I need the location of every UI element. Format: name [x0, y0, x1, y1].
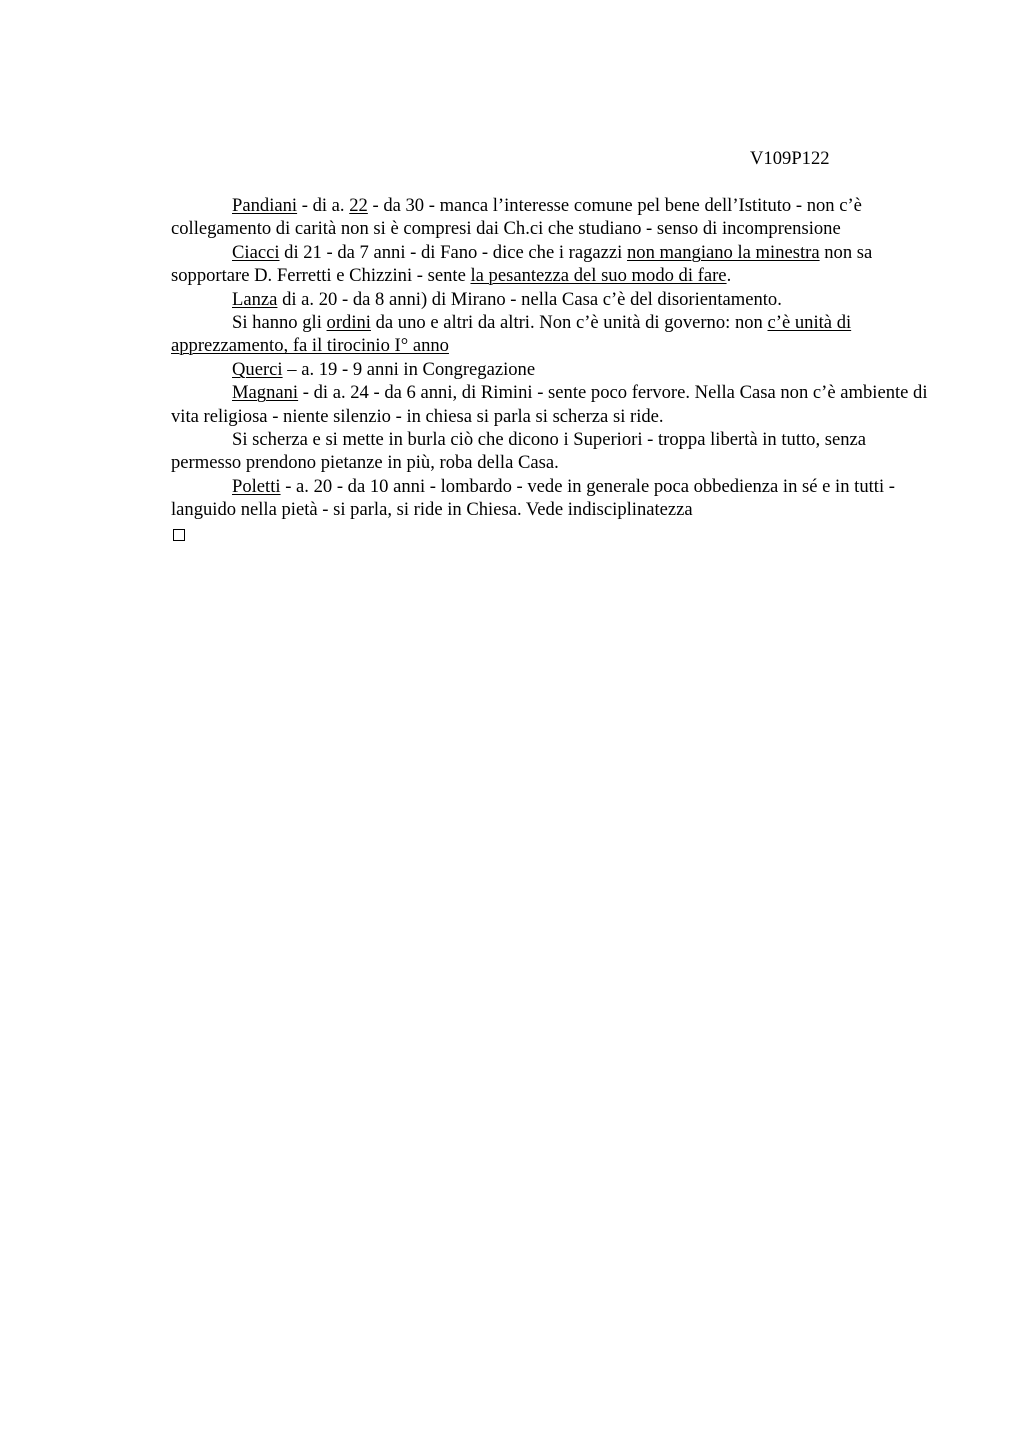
text-segment: da uno e altri da altri. Non c’è unità di governo: non	[370, 312, 768, 334]
text-segment: - a. 20 - da 10 anni - lombardo - vede in generale poca obbedienza in sé e in tutti - languido nella pietà - si parla, si ride in Chiesa. Vede indisciplinatezza	[171, 475, 895, 521]
underlined-text: Querci	[232, 358, 283, 380]
underlined-text: Pandiani	[232, 195, 298, 216]
text-segment: non sa sopportare D. Ferretti e Chizzini - sente	[171, 241, 873, 287]
paragraph	[171, 381, 931, 428]
underlined-text: c’è unità di apprezzamento, fa il tirocinio I° anno	[171, 312, 852, 357]
underlined-text: Poletti	[232, 475, 281, 497]
text-segment: Si hanno gli	[232, 312, 327, 334]
text-segment: Si scherza e si mette in burla ciò che dicono i Superiori - troppa libertà in tutto, senza permesso prendono pietanze in più, roba della Casa.	[171, 429, 867, 474]
paragraph	[171, 288, 931, 311]
document-id: V109P122	[750, 148, 830, 169]
underlined-text: la pesantezza del suo modo di fare	[470, 265, 727, 287]
text-segment: di a. 20 - da 8 anni) di Mirano - nella Casa c’è del disorientamento.	[277, 288, 782, 310]
text-segment: - di a. 24 - da 6 anni, di Rimini - sente poco fervore. Nella Casa non c’è ambiente di vita religiosa - niente silenzio - in chiesa si parla si scherza si ride.	[171, 382, 928, 427]
text-segment: - di a.	[297, 195, 350, 216]
underlined-text: Ciacci	[232, 241, 280, 263]
text-segment: .	[726, 265, 732, 287]
underlined-text: non mangiano la minestra	[626, 241, 820, 263]
paragraph	[171, 241, 931, 288]
text-segment: di 21 - da 7 anni - di Fano - dice che i ragazzi	[279, 241, 627, 263]
paragraph	[171, 311, 931, 358]
document-body	[171, 194, 931, 541]
paragraph	[171, 475, 931, 522]
underlined-text: Lanza	[232, 288, 278, 310]
text-segment: – a. 19 - 9 anni in Congregazione	[282, 358, 536, 380]
underlined-text: Magnani	[232, 382, 299, 404]
checkbox-symbol-icon	[173, 529, 185, 541]
underlined-text: 22	[349, 195, 368, 216]
paragraph	[171, 194, 931, 241]
paragraph-list	[171, 194, 931, 522]
paragraph	[171, 358, 931, 381]
underlined-text: ordini	[326, 312, 371, 334]
paragraph	[171, 428, 931, 475]
text-segment: - da 30 - manca l’interesse comune pel bene dell’Istituto - non c’è collegamento di carità non si è compresi dai Ch.ci che studiano - senso di incomprensione	[171, 195, 862, 240]
